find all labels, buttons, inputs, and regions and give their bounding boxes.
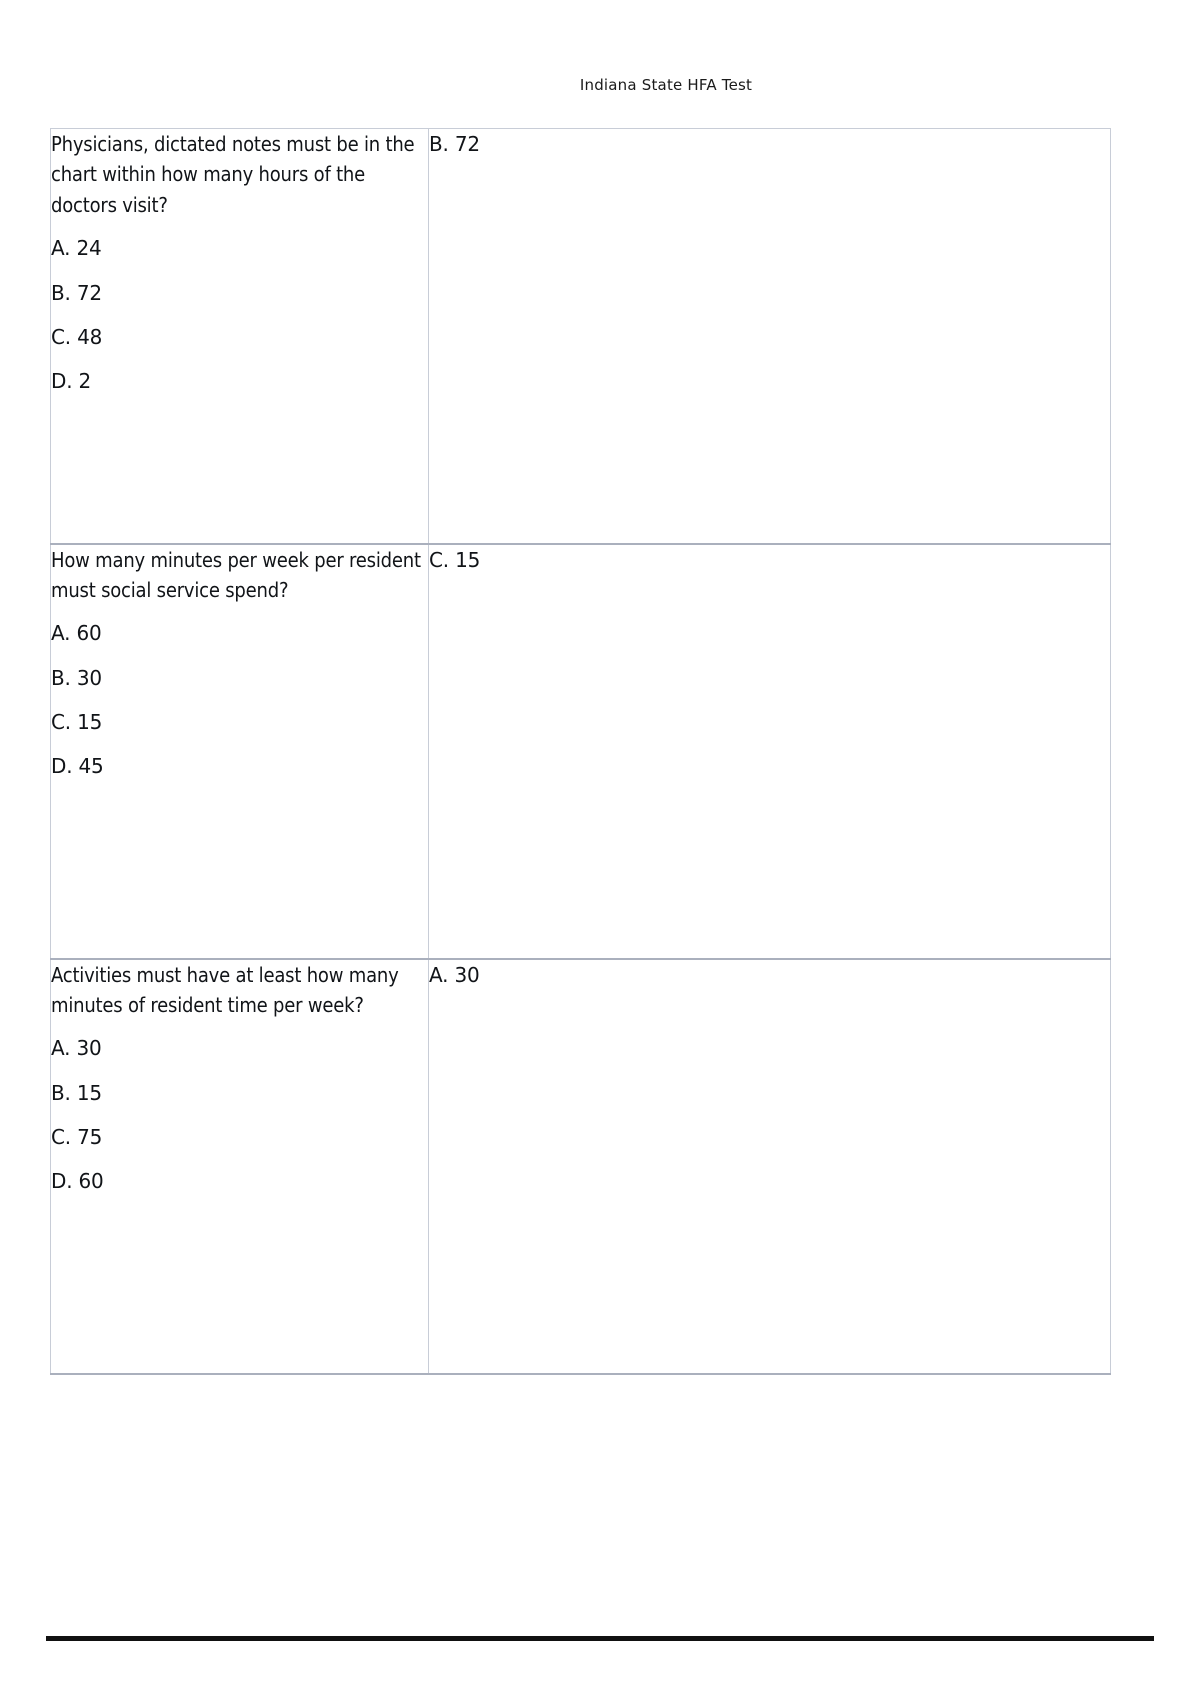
option-b: B. 15	[51, 1080, 102, 1105]
option-d: D. 60	[51, 1169, 104, 1194]
questions-table	[50, 128, 1111, 1375]
table-row	[51, 544, 1111, 959]
option-a: A. 60	[51, 621, 102, 646]
page-title-text: Indiana State HFA Test	[579, 76, 753, 94]
option-b: B. 30	[51, 665, 102, 690]
option-c: C. 15	[51, 710, 103, 735]
question-cell	[51, 129, 429, 544]
option-c: C. 48	[51, 324, 103, 349]
question-text: How many minutes per week per resident must social service spend?	[51, 547, 421, 602]
answer-cell	[429, 544, 1111, 959]
page-title	[0, 76, 1200, 94]
option-d: D. 2	[51, 369, 92, 394]
option-a: A. 30	[51, 1036, 102, 1061]
table-row	[51, 129, 1111, 544]
option-a: A. 24	[51, 236, 102, 261]
option-c: C. 75	[51, 1125, 103, 1150]
option-d: D. 45	[51, 754, 104, 779]
question-cell	[51, 959, 429, 1374]
answer-cell	[429, 959, 1111, 1374]
footer-divider	[46, 1636, 1154, 1641]
question-text: Physicians, dictated notes must be in the chart within how many hours of the doctors visit?	[51, 132, 415, 217]
option-b: B. 72	[51, 280, 102, 305]
answer-text: C. 15	[429, 547, 481, 572]
answer-text: A. 30	[429, 962, 480, 987]
question-text: Activities must have at least how many minutes of resident time per week?	[51, 962, 399, 1017]
answer-cell	[429, 129, 1111, 544]
question-cell	[51, 544, 429, 959]
table-row	[51, 959, 1111, 1374]
answer-text: B. 72	[429, 132, 480, 156]
